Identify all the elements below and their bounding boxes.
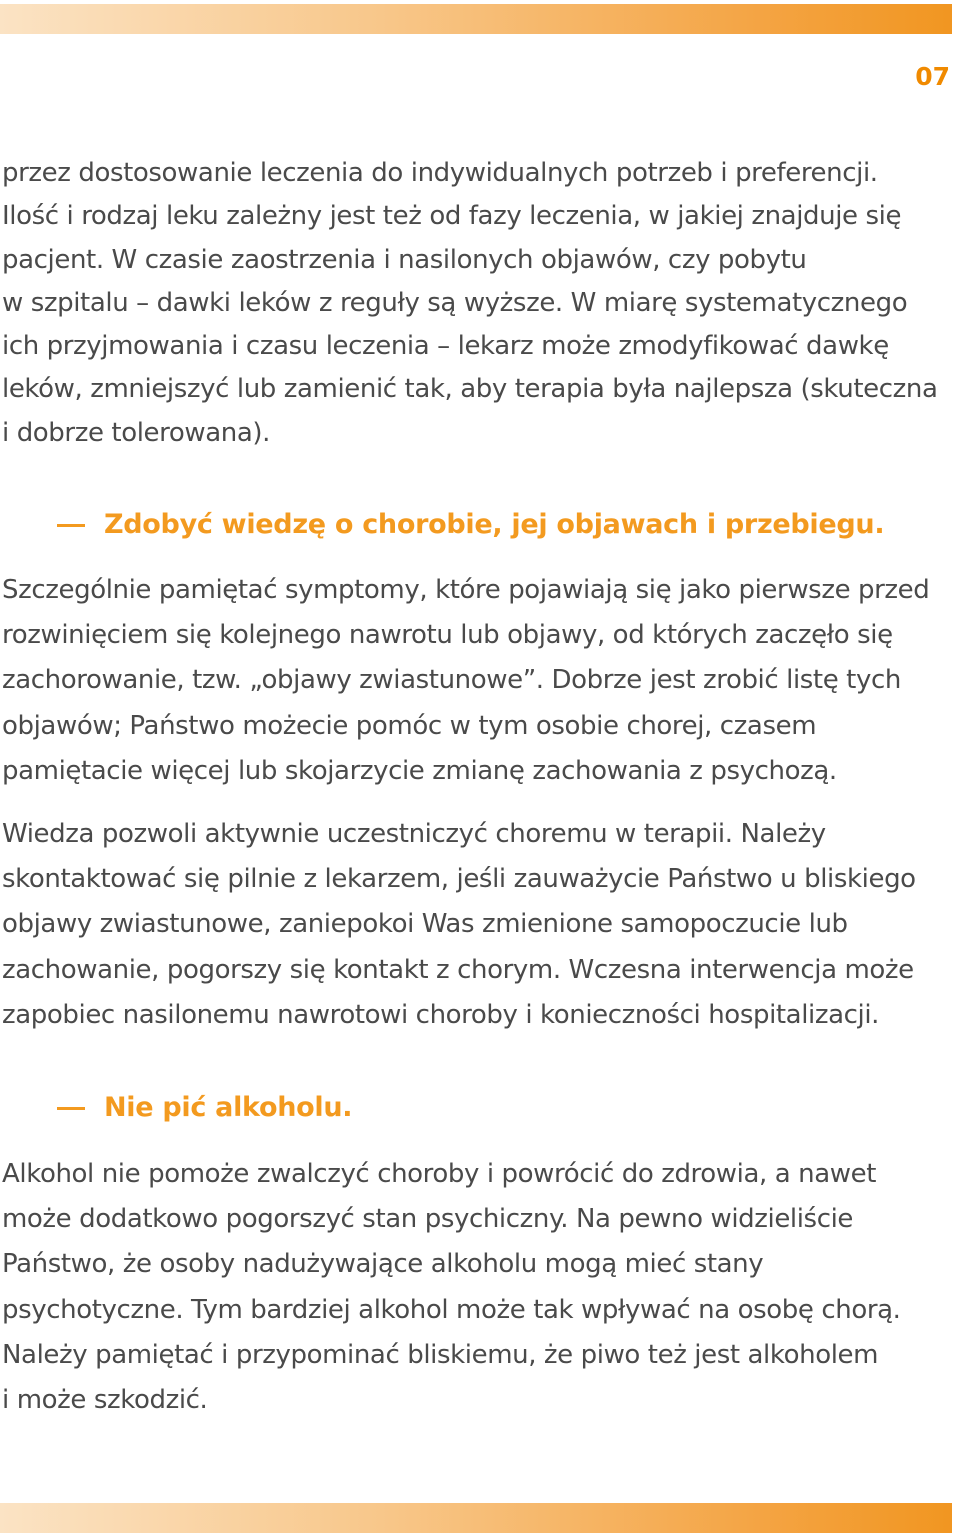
section-heading-alcohol [0, 1088, 950, 1128]
body-paragraph-knowledge: Wiedza pozwoli aktywnie uczestniczyć choremu w terapii. Należy skontaktować się pilnie z lekarzem, jeśli zauważycie Państwo u bliskiego objawy zwiastunowe, zaniepokoi Was zmienione samopoczucie lub zachowanie, pogorszy się kontakt z chorym. Wczesna interwencja może zapobiec nasilonemu nawrotowi choroby i konieczności hospitalizacji. [2, 819, 916, 1030]
section-heading-knowledge [0, 505, 950, 545]
dash-bullet-icon [57, 524, 85, 527]
dash-bullet-icon [57, 1107, 85, 1110]
top-decorative-band [0, 4, 952, 34]
body-paragraph-symptoms: Szczególnie pamiętać symptomy, które pojawiają się jako pierwsze przed rozwinięciem się kolejnego nawrotu lub objawy, od których zaczęło się zachorowanie, tzw. „objawy zwiastunowe”. Dobrze jest zrobić listę tych objawów; Państwo możecie pomóc w tym osobie chorej, czasem pamiętacie więcej lub skojarzycie zmianę zachowania z psychozą. [2, 575, 930, 786]
page-number: 07 [915, 62, 950, 91]
bottom-decorative-band [0, 1503, 952, 1533]
section-heading-text: Nie pić alkoholu. [104, 1092, 353, 1123]
body-paragraph-treatment: przez dostosowanie leczenia do indywidualnych potrzeb i preferencji. Ilość i rodzaj leku zależny jest też od fazy leczenia, w jakiej znajduje się pacjent. W czasie zaostrzenia i nasilonych objawów, czy pobytu w szpitalu – dawki leków z reguły są wyższe. W miarę systematycznego ich przyjmowania i czasu leczenia – lekarz może zmodyfikować dawkę leków, zmniejszyć lub zamienić tak, aby terapia była najlepsza (skuteczna i dobrze tolerowana). [2, 158, 938, 448]
body-paragraph-alcohol: Alkohol nie pomoże zwalczyć choroby i powrócić do zdrowia, a nawet może dodatkowo pogorszyć stan psychiczny. Na pewno widzieliście Państwo, że osoby nadużywające alkoholu mogą mieć stany psychotyczne. Tym bardziej alkohol może tak wpływać na osobę chorą. Należy pamiętać i przypominać bliskiemu, że piwo też jest alkoholem i może szkodzić. [2, 1159, 901, 1416]
section-heading-text: Zdobyć wiedzę o chorobie, jej objawach i przebiegu. [104, 509, 885, 540]
